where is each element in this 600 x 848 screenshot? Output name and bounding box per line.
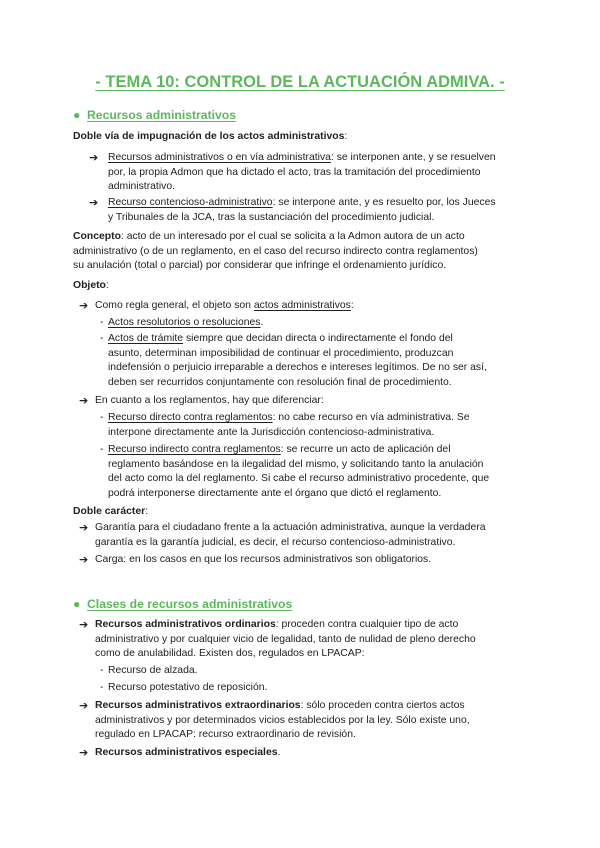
sub-item-alzada: Recurso de alzada. — [108, 665, 198, 676]
list-item-contencioso: Recurso contencioso-administrativo: se interpone ante, y es resuelto por, los Jueces y Tribunales de la JCA, tras la sustanciación del procedimiento judicial. — [108, 197, 496, 223]
list-item-recursos-via-admin: Recursos administrativos o en vía administrativa: se interponen ante, y se resuelven por, la propia Admon que ha dictado el acto, tras la tramitación del procedimiento administrativo. — [108, 152, 496, 192]
dash-icon: - — [100, 317, 104, 328]
dash-icon: - — [100, 412, 104, 423]
arrow-icon: ➔ — [79, 395, 89, 407]
list-item-objeto-regla: Como regla general, el objeto son actos administrativos: — [95, 300, 354, 311]
list-item-garantia: Garantía para el ciudadano frente a la actuación administrativa, aunque la verdadera garantía es la garantía judicial, es decir, el recurso contencioso-administrativo. — [95, 522, 486, 548]
arrow-icon: ➔ — [89, 197, 99, 209]
sub-item-actos-resolutorios: Actos resolutorios o resoluciones. — [108, 317, 264, 328]
list-item-reglamentos: En cuanto a los reglamentos, hay que diferenciar: — [95, 395, 324, 406]
dash-icon: - — [100, 444, 104, 455]
sub-item-reposicion: Recurso potestativo de reposición. — [108, 682, 268, 693]
list-item-especiales: Recursos administrativos especiales. — [95, 747, 281, 758]
arrow-icon: ➔ — [89, 152, 99, 164]
arrow-icon: ➔ — [79, 300, 89, 312]
sub-item-actos-tramite: Actos de trámite siempre que decidan directa o indirectamente el fondo del asunto, determinan imposibilidad de continuar el procedimiento, produzcan indefensión o perjuicio irreparable a derechos e intereses legítimos. De no ser así, deben ser recurridos conjuntamente con resolución final de procedimiento. — [108, 333, 487, 388]
concepto-paragraph: Concepto: acto de un interesado por el cual se solicita a la Admon autora de un acto administrativo (o de un reglamento, en el caso del recurso indirecto contra reglamentos) su anulación (total o parcial) por considerar que infringe el ordenamiento jurídico. — [73, 231, 478, 271]
arrow-icon: ➔ — [79, 747, 89, 759]
page-title: - TEMA 10: CONTROL DE LA ACTUACIÓN ADMIVA. - — [95, 73, 505, 91]
sub-item-recurso-directo: Recurso directo contra reglamentos: no cabe recurso en vía administrativa. Se interpone directamente ante la Jurisdicción contencioso-administrativa. — [108, 412, 470, 438]
arrow-icon: ➔ — [79, 619, 89, 631]
section-heading-clases: ● Clases de recursos administrativos — [73, 597, 293, 611]
arrow-icon: ➔ — [79, 700, 89, 712]
list-item-ordinarios: Recursos administrativos ordinarios: proceden contra cualquier tipo de acto administrativo y por cualquier vicio de legalidad, tanto de nulidad de pleno derecho como de anulabilidad. Existen dos, regulados en LPACAP: — [95, 619, 476, 659]
doble-via-heading: Doble vía de impugnación de los actos administrativos: — [73, 131, 348, 142]
list-item-extraordinarios: Recursos administrativos extraordinarios: sólo proceden contra ciertos actos administrativos y por determinados vicios establecidos por la ley. Sólo existe uno, regulado en LPACAP: recurso extraordinario de revisión. — [95, 700, 470, 740]
arrow-icon: ➔ — [79, 554, 89, 566]
bullet-dot-icon: ● — [73, 597, 81, 611]
sub-item-recurso-indirecto: Recurso indirecto contra reglamentos: se recurre un acto de aplicación del reglamento basándose en la ilegalidad del mismo, y solicitando tanto la anulación del acto como la del reglamento. Si cabe el recurso administrativo procedente, que podrá interponerse directamente ante el órgano que dictó el reglamento. — [108, 444, 490, 499]
dash-icon: - — [100, 665, 104, 676]
section-heading-recursos: ● Recursos administrativos — [73, 108, 237, 122]
objeto-heading: Objeto: — [73, 280, 109, 291]
arrow-icon: ➔ — [79, 522, 89, 534]
bullet-dot-icon: ● — [73, 108, 81, 122]
dash-icon: - — [100, 682, 104, 693]
list-item-carga: Carga: en los casos en que los recursos administrativos son obligatorios. — [95, 554, 432, 565]
doble-caracter-heading: Doble carácter: — [73, 506, 149, 517]
dash-icon: - — [100, 333, 104, 344]
